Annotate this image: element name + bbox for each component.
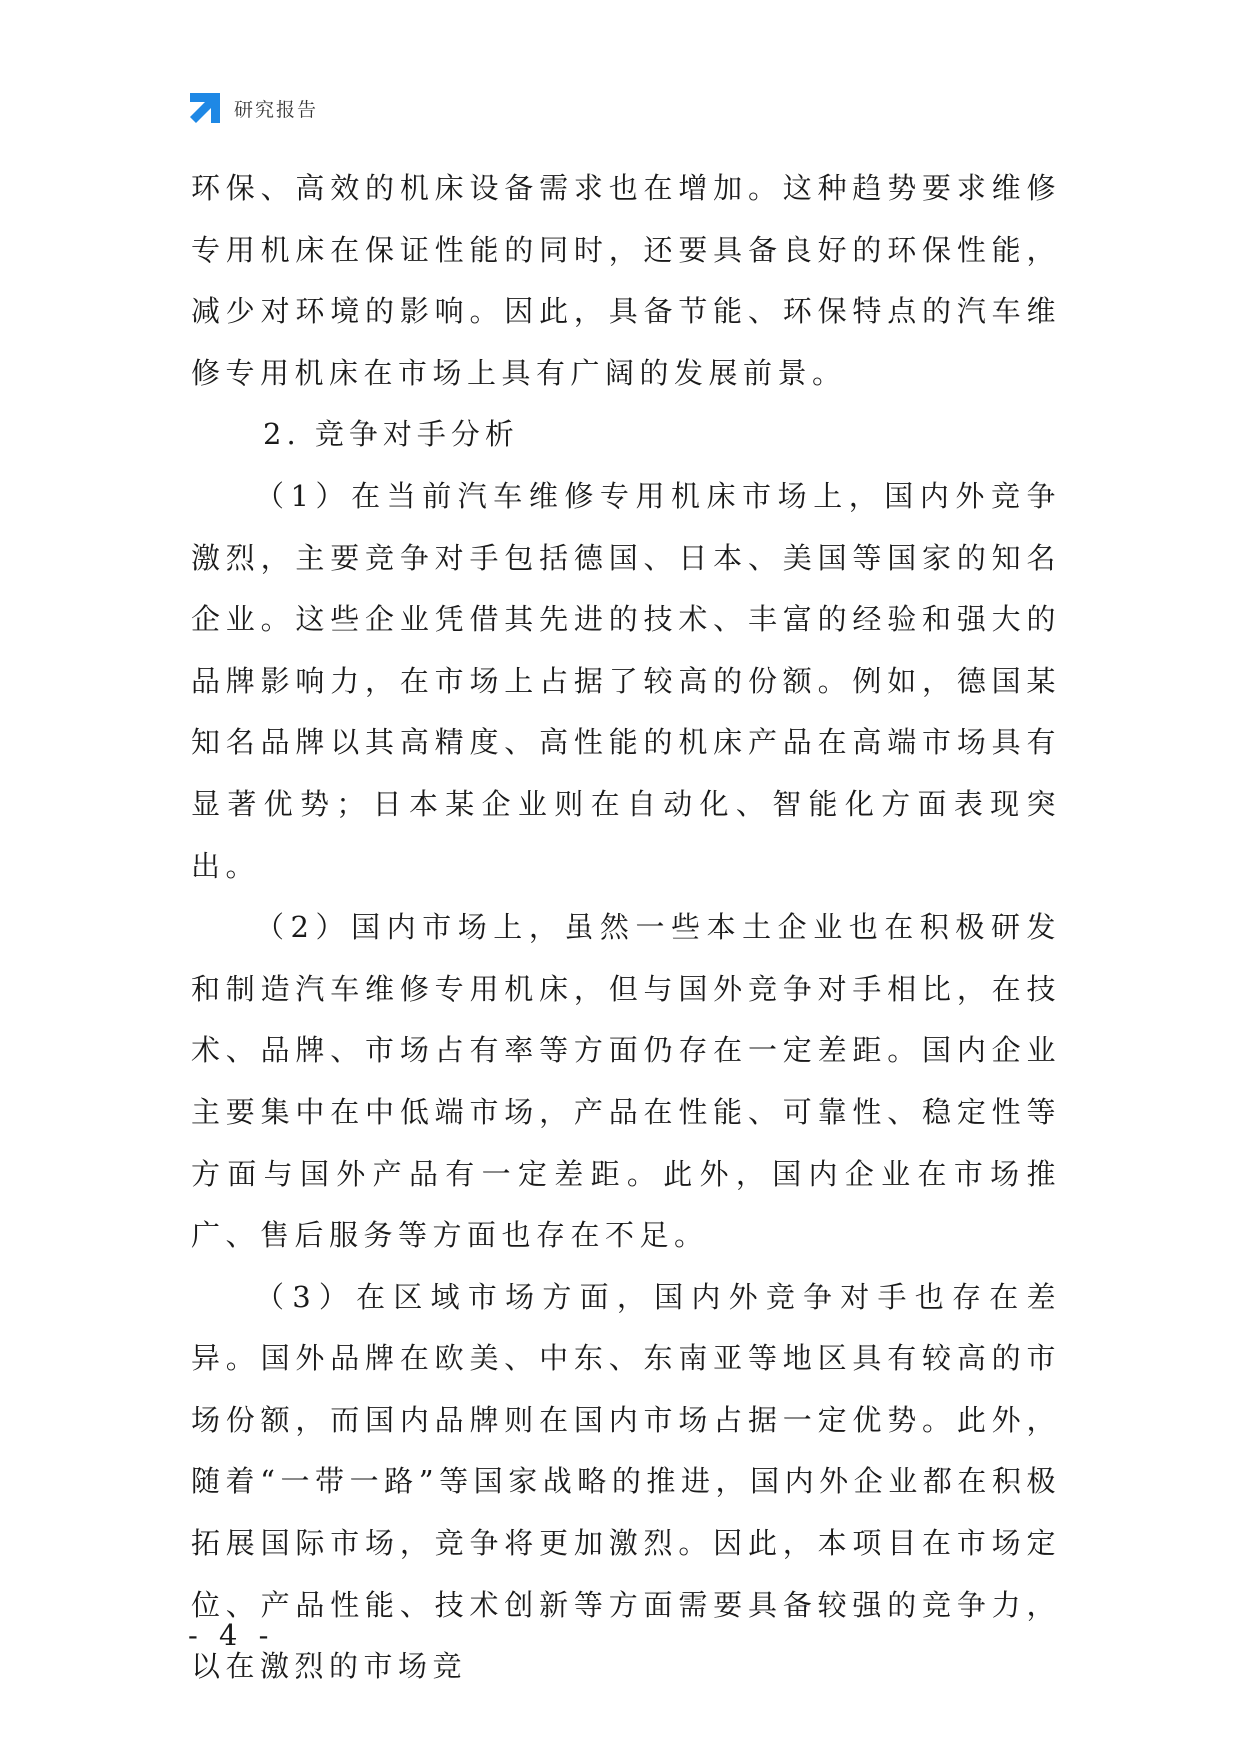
continuation-paragraph: 环保、高效的机床设备需求也在增加。这种趋势要求维修专用机床在保证性能的同时，还要具备良好的环保性能，减少对环境的影响。因此，具备节能、环保特点的汽车维修专用机床在市场上具有广阔的发展前景。: [191, 171, 1061, 390]
page-header: [188, 90, 318, 126]
paragraph-2: （2）国内市场上，虽然一些本土企业也在积极研发和制造汽车维修专用机床，但与国外竞争对手相比，在技术、品牌、市场占有率等方面仍存在一定差距。国内企业主要集中在中低端市场，产品在性能、可靠性、稳定性等方面与国外产品有一定差距。此外，国内企业在市场推广、售后服务等方面也存在不足。: [191, 910, 1061, 1253]
section-heading: 2. 竞争对手分析: [263, 417, 519, 452]
report-type-label: 研究报告: [234, 98, 319, 121]
page-number: - 4 -: [188, 1618, 275, 1652]
paragraph-1: （1）在当前汽车维修专用机床市场上，国内外竞争激烈，主要竞争对手包括德国、日本、美国等国家的知名企业。这些企业凭借其先进的技术、丰富的经验和强大的品牌影响力，在市场上占据了较高的份额。例如，德国某知名品牌以其高精度、高性能的机床产品在高端市场具有显著优势；日本某企业则在自动化、智能化方面表现突出。: [191, 478, 1061, 883]
paragraph-3: （3）在区域市场方面，国内外竞争对手也存在差异。国外品牌在欧美、中东、东南亚等地区具有较高的市场份额，而国内品牌则在国内市场占据一定优势。此外，随着“一带一路”等国家战略的推进，国内外企业都在积极拓展国际市场，竞争将更加激烈。因此，本项目在市场定位、产品性能、技术创新等方面需要具备较强的竞争力，以在激烈的市场竞: [191, 1279, 1061, 1684]
arrow-up-right-logo-icon: [188, 91, 222, 125]
document-body: [191, 158, 1061, 1698]
